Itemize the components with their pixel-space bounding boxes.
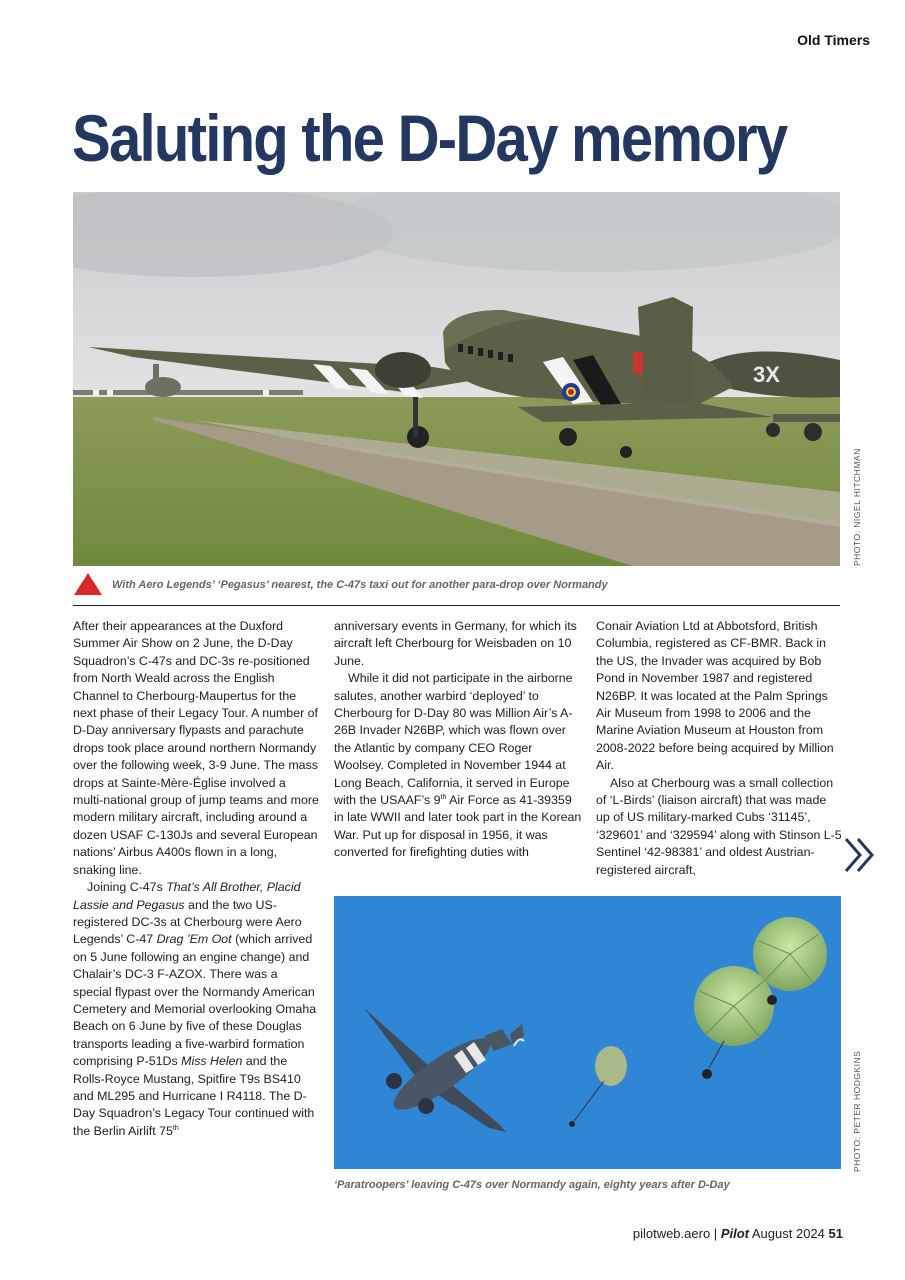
photo2-caption: ‘Paratroopers’ leaving C-47s over Normandy again, eighty years after D-Day bbox=[334, 1179, 730, 1191]
footer-site[interactable]: pilotweb.aero bbox=[632, 1226, 711, 1241]
paragraph: While it did not participate in the airborne salutes, another warbird ‘deployed’ to Cherbourg for D-Day 80 was Million Air’s A-26B Invader N26BP, which was flown over the Atlantic by company CEO Roger Woolsey. Completed in November 1944 at Long Beach, California, it served in Europe with the USAAF’s 9th Air Force as 41-39359 in late WWII and later took part in the Korean War. Put up for disposal in 1956, it was converted for firefighting duties with bbox=[334, 671, 582, 860]
footer-separator: | bbox=[713, 1226, 718, 1241]
footer-magazine: Pilot bbox=[720, 1226, 749, 1241]
page-number: 51 bbox=[828, 1226, 843, 1241]
article-column-3 bbox=[596, 618, 843, 879]
article-column-1 bbox=[73, 618, 319, 1140]
photo1-caption: With Aero Legends’ ‘Pegasus’ nearest, the C-47s taxi out for another para-drop over Normandy bbox=[112, 579, 608, 591]
footer-issue: August 2024 bbox=[751, 1226, 825, 1241]
photo2-credit: PHOTO: PETER HODGKINS bbox=[852, 1050, 862, 1172]
photo1-credit: PHOTO: NIGEL HITCHMAN bbox=[852, 448, 862, 566]
paratroopers-photo bbox=[334, 896, 841, 1169]
c47-taxi-photo bbox=[73, 192, 840, 566]
paragraph: After their appearances at the Duxford Summer Air Show on 2 June, the D-Day Squadron’s C-47s and DC-3s re-positioned from North Weald across the English Channel to Cherbourg-Maupertus for the next phase of their Legacy Tour. A number of D-Day anniversary flypasts and parachute drops took place around northern Normandy over the following week, 3-9 June. The mass drops at Sainte-Mère-Église involved a multi-national group of jump teams and more modern military aircraft, including around a dozen USAF C-130Js and several European nations’ Airbus A400s flown in a long, snaking line. bbox=[73, 619, 319, 877]
paragraph: Also at Cherbourg was a small collection of ‘L-Birds’ (liaison aircraft) that was made up of US military-marked Cubs ‘31145’, ‘329601’ and ‘329594’ along with Stinson L-5 Sentinel ‘42-98381’ and oldest Austrian-registered aircraft, bbox=[596, 775, 842, 877]
page-title: Saluting the D-Day memory bbox=[72, 101, 787, 175]
paragraph: Joining C-47s That’s All Brother, Placid Lassie and Pegasus and the two US-registered DC-3s at Cherbourg were Aero Legends’ C-47 Drag ’Em Oot (which arrived on 5 June following an engine change) and Chalair’s DC-3 F-AZOX. There was a special flypast over the Normandy American Cemetery and Memorial overlooking Omaha Beach on 6 June by five of these Douglas transports leading a five-warbird formation comprising P-51Ds Miss Helen and the Rolls-Royce Mustang, Spitfire T9s BS410 and ML295 and Hurricane I R4118. The D-Day Squadron’s Legacy Tour continued with the Berlin Airlift 75th bbox=[73, 880, 317, 1138]
continue-chevron-icon[interactable] bbox=[842, 835, 878, 875]
paragraph: anniversary events in Germany, for which its aircraft left Cherbourg for Weisbaden on 10 June. bbox=[334, 619, 577, 668]
section-tag: Old Timers bbox=[797, 32, 870, 48]
paragraph: Conair Aviation Ltd at Abbotsford, British Columbia, registered as CF-BMR. Back in the US, the Invader was acquired by Bob Pond in November 1987 and registered N26BP. It was located at the Palm Springs Air Museum from 1998 to 2006 and the Marine Aviation Museum at Houston from 2008-2022 before being acquired by Million Air. bbox=[596, 619, 834, 773]
page-footer bbox=[633, 1226, 843, 1241]
article-column-2 bbox=[334, 618, 582, 862]
caption-triangle-icon bbox=[73, 572, 103, 596]
svg-text:3X: 3X bbox=[753, 362, 780, 387]
caption-divider bbox=[73, 605, 840, 606]
